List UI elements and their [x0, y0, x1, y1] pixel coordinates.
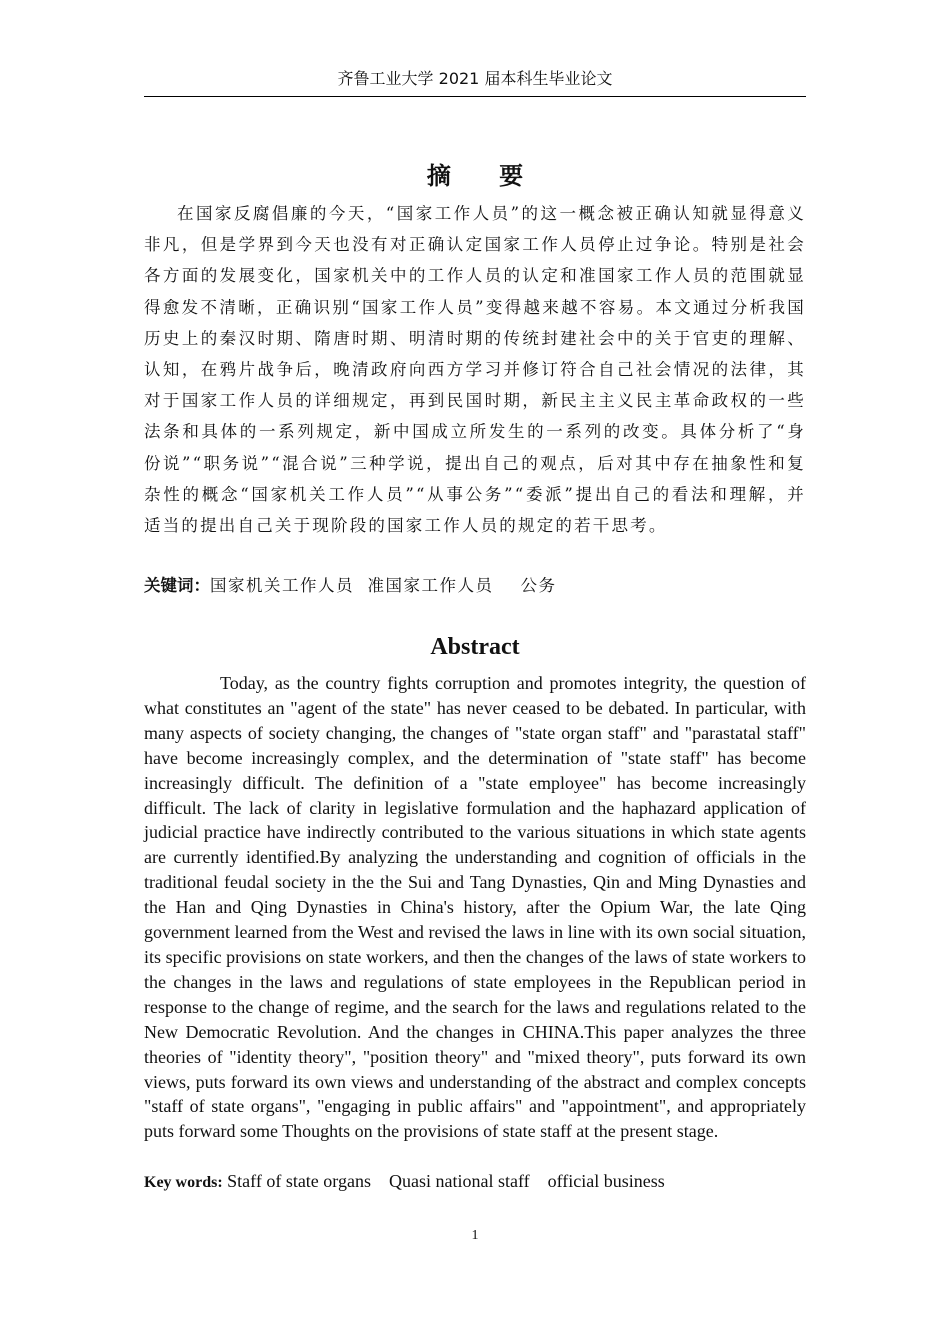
chinese-keyword: 国家机关工作人员 [210, 576, 354, 595]
chinese-abstract-title: 摘 要 [426, 162, 544, 190]
chinese-keyword: 准国家工作人员 [367, 576, 494, 595]
english-abstract-body: Today, as the country fights corruption and promotes integrity, the question of what constitutes an "agent of the state" has never ceased to be debated. In particular, with many aspects of society changing, the changes of "state organ staff" and "parastatal staff" have become increasingly complex, and the determination of "state staff" has become increasingly difficult. The definition of a "state employee" has become increasingly difficult. The lack of clarity in legislative formulation and the haphazard application of judicial practice have indirectly contributed to the various situations in which state agents are currently identified.By analyzing the understanding and cognition of officials in the traditional feudal society in the the Sui and Tang Dynasties, Qin and Ming Dynasties and the Han and Qing Dynasties in China's history, after the Opium War, the late Qing government learned from the West and revised the laws in line with its own social situation, its specific provisions on state workers, and then the changes of the laws of state workers to the changes in the laws and regulations of state employees in the Republican period in response to the change of regime, and the search for the laws and regulations related to the New Democratic Revolution. And the changes in CHINA.This paper analyzes the three theories of "identity theory", "position theory" and "mixed theory", puts forward its own views, puts forward its own views and understanding of the abstract and complex concepts "staff of state organs", "engaging in public affairs" and "appointment", and appropriately puts forward some Thoughts on the provisions of state staff at the present stage. [144, 673, 806, 1142]
english-keywords [144, 1169, 806, 1195]
english-abstract-title: Abstract [430, 634, 520, 660]
running-header: 齐鲁工业大学 2021 届本科生毕业论文 [337, 69, 613, 88]
chinese-keyword: 公务 [520, 576, 557, 595]
english-keyword: Staff of state organs [227, 1171, 371, 1191]
header-rule [144, 96, 806, 97]
english-keyword: Quasi national staff [388, 1171, 530, 1191]
english-keywords-label: Key words: [144, 1174, 223, 1191]
chinese-keywords-label: 关键词： [144, 576, 210, 595]
chinese-abstract-body: 在国家反腐倡廉的今天，“国家工作人员”的这一概念被正确认知就显得意义非凡，但是学界到今天也没有对正确认定国家工作人员停止过争论。特别是社会各方面的发展变化，国家机关中的工作人员的认定和准国家工作人员的范围就显得愈发不清晰，正确识别“国家工作人员”变得越来越不容易。本文通过分析我国历史上的秦汉时期、隋唐时期、明清时期的传统封建社会中的关于官吏的理解、认知，在鸦片战争后，晚清政府向西方学习并修订符合自己社会情况的法律，其对于国家工作人员的详细规定，再到民国时期，新民主主义民主革命政权的一些法条和具体的一系列规定，新中国成立所发生的一系列的改变。具体分析了“身份说”“职务说”“混合说”三种学说，提出自己的观点，后对其中存在抽象性和复杂性的概念“国家机关工作人员”“从事公务”“委派”提出自己的看法和理解，并适当的提出自己关于现阶段的国家工作人员的规定的若干思考。 [144, 204, 806, 536]
english-keyword: official business [547, 1171, 665, 1191]
page-number: 1 [471, 1228, 479, 1243]
chinese-keywords [144, 570, 806, 601]
